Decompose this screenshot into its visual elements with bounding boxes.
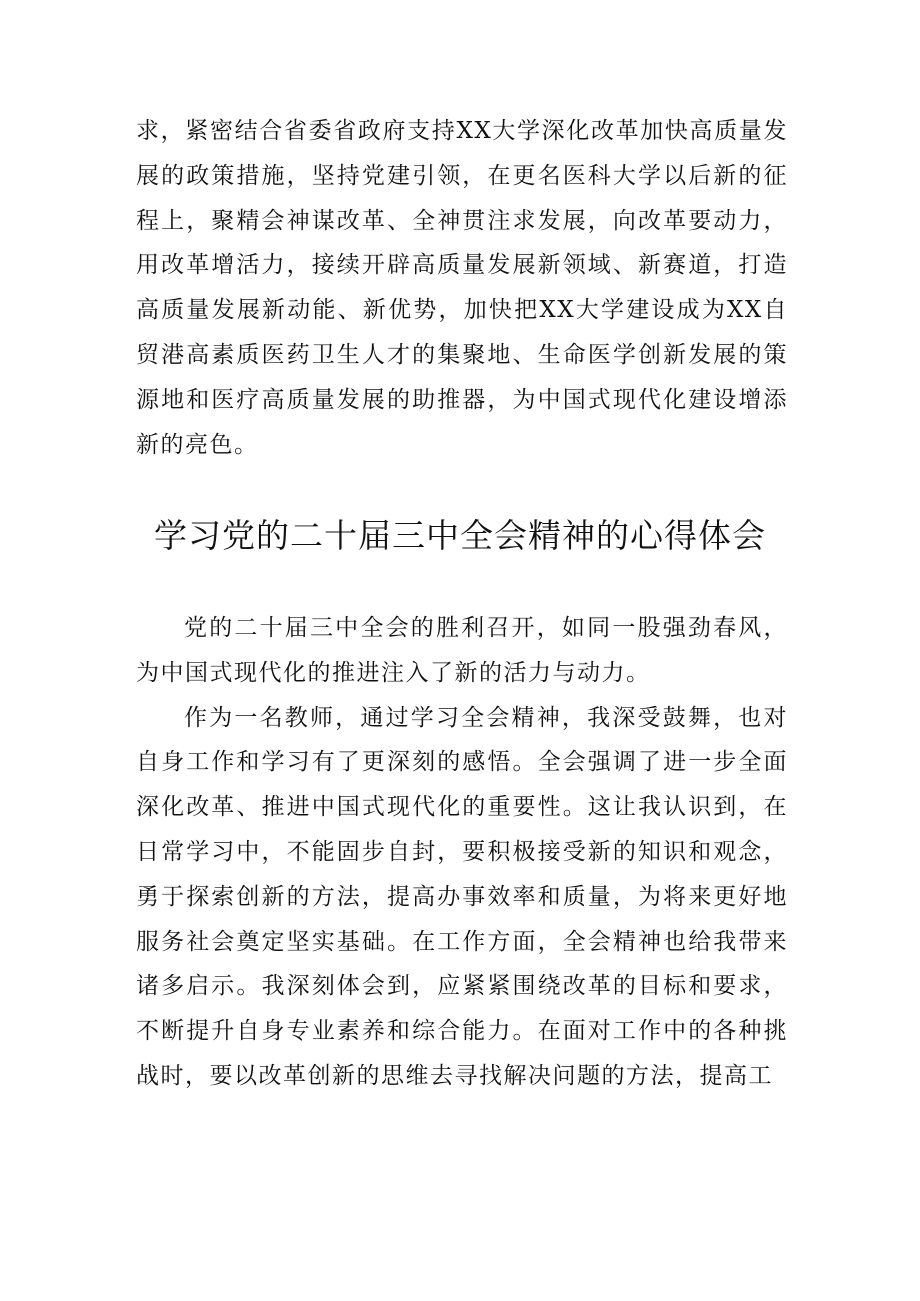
document-title: 学习党的二十届三中全会精神的心得体会: [154, 516, 766, 555]
body-paragraph-1: 党的二十届三中全会的胜利召开，如同一股强劲春风，为中国式现代化的推进注入了新的活力与动力。: [136, 615, 788, 686]
body-paragraph-2: 作为一名教师，通过学习全会精神，我深受鼓舞，也对自身工作和学习有了更深刻的感悟。全会强调了进一步全面深化改革、推进中国式现代化的重要性。这让我认识到，在日常学习中，不能固步自封，要积极接受新的知识和观念，勇于探索创新的方法，提高办事效率和质量，为将来更好地服务社会奠定坚实基础。在工作方面，全会精神也给我带来诸多启示。我深刻体会到，应紧紧围绕改革的目标和要求，不断提升自身专业素养和综合能力。在面对工作中的各种挑战时，要以改革创新的思维去寻找解决问题的方法，提高工: [136, 704, 788, 1089]
continuation-text-block: [136, 109, 788, 467]
continuation-paragraph: 求，紧密结合省委省政府支持XX大学深化改革加快高质量发展的政策措施，坚持党建引领，在更名医科大学以后新的征程上，聚精会神谋改革、全神贯注求发展，向改革要动力，用改革增活力，接续开辟高质量发展新领域、新赛道，打造高质量发展新动能、新优势，加快把XX大学建设成为XX自贸港高素质医药卫生人才的集聚地、生命医学创新发展的策源地和医疗高质量发展的助推器，为中国式现代化建设增添新的亮色。: [136, 118, 788, 458]
body-text-block: [136, 606, 788, 1099]
